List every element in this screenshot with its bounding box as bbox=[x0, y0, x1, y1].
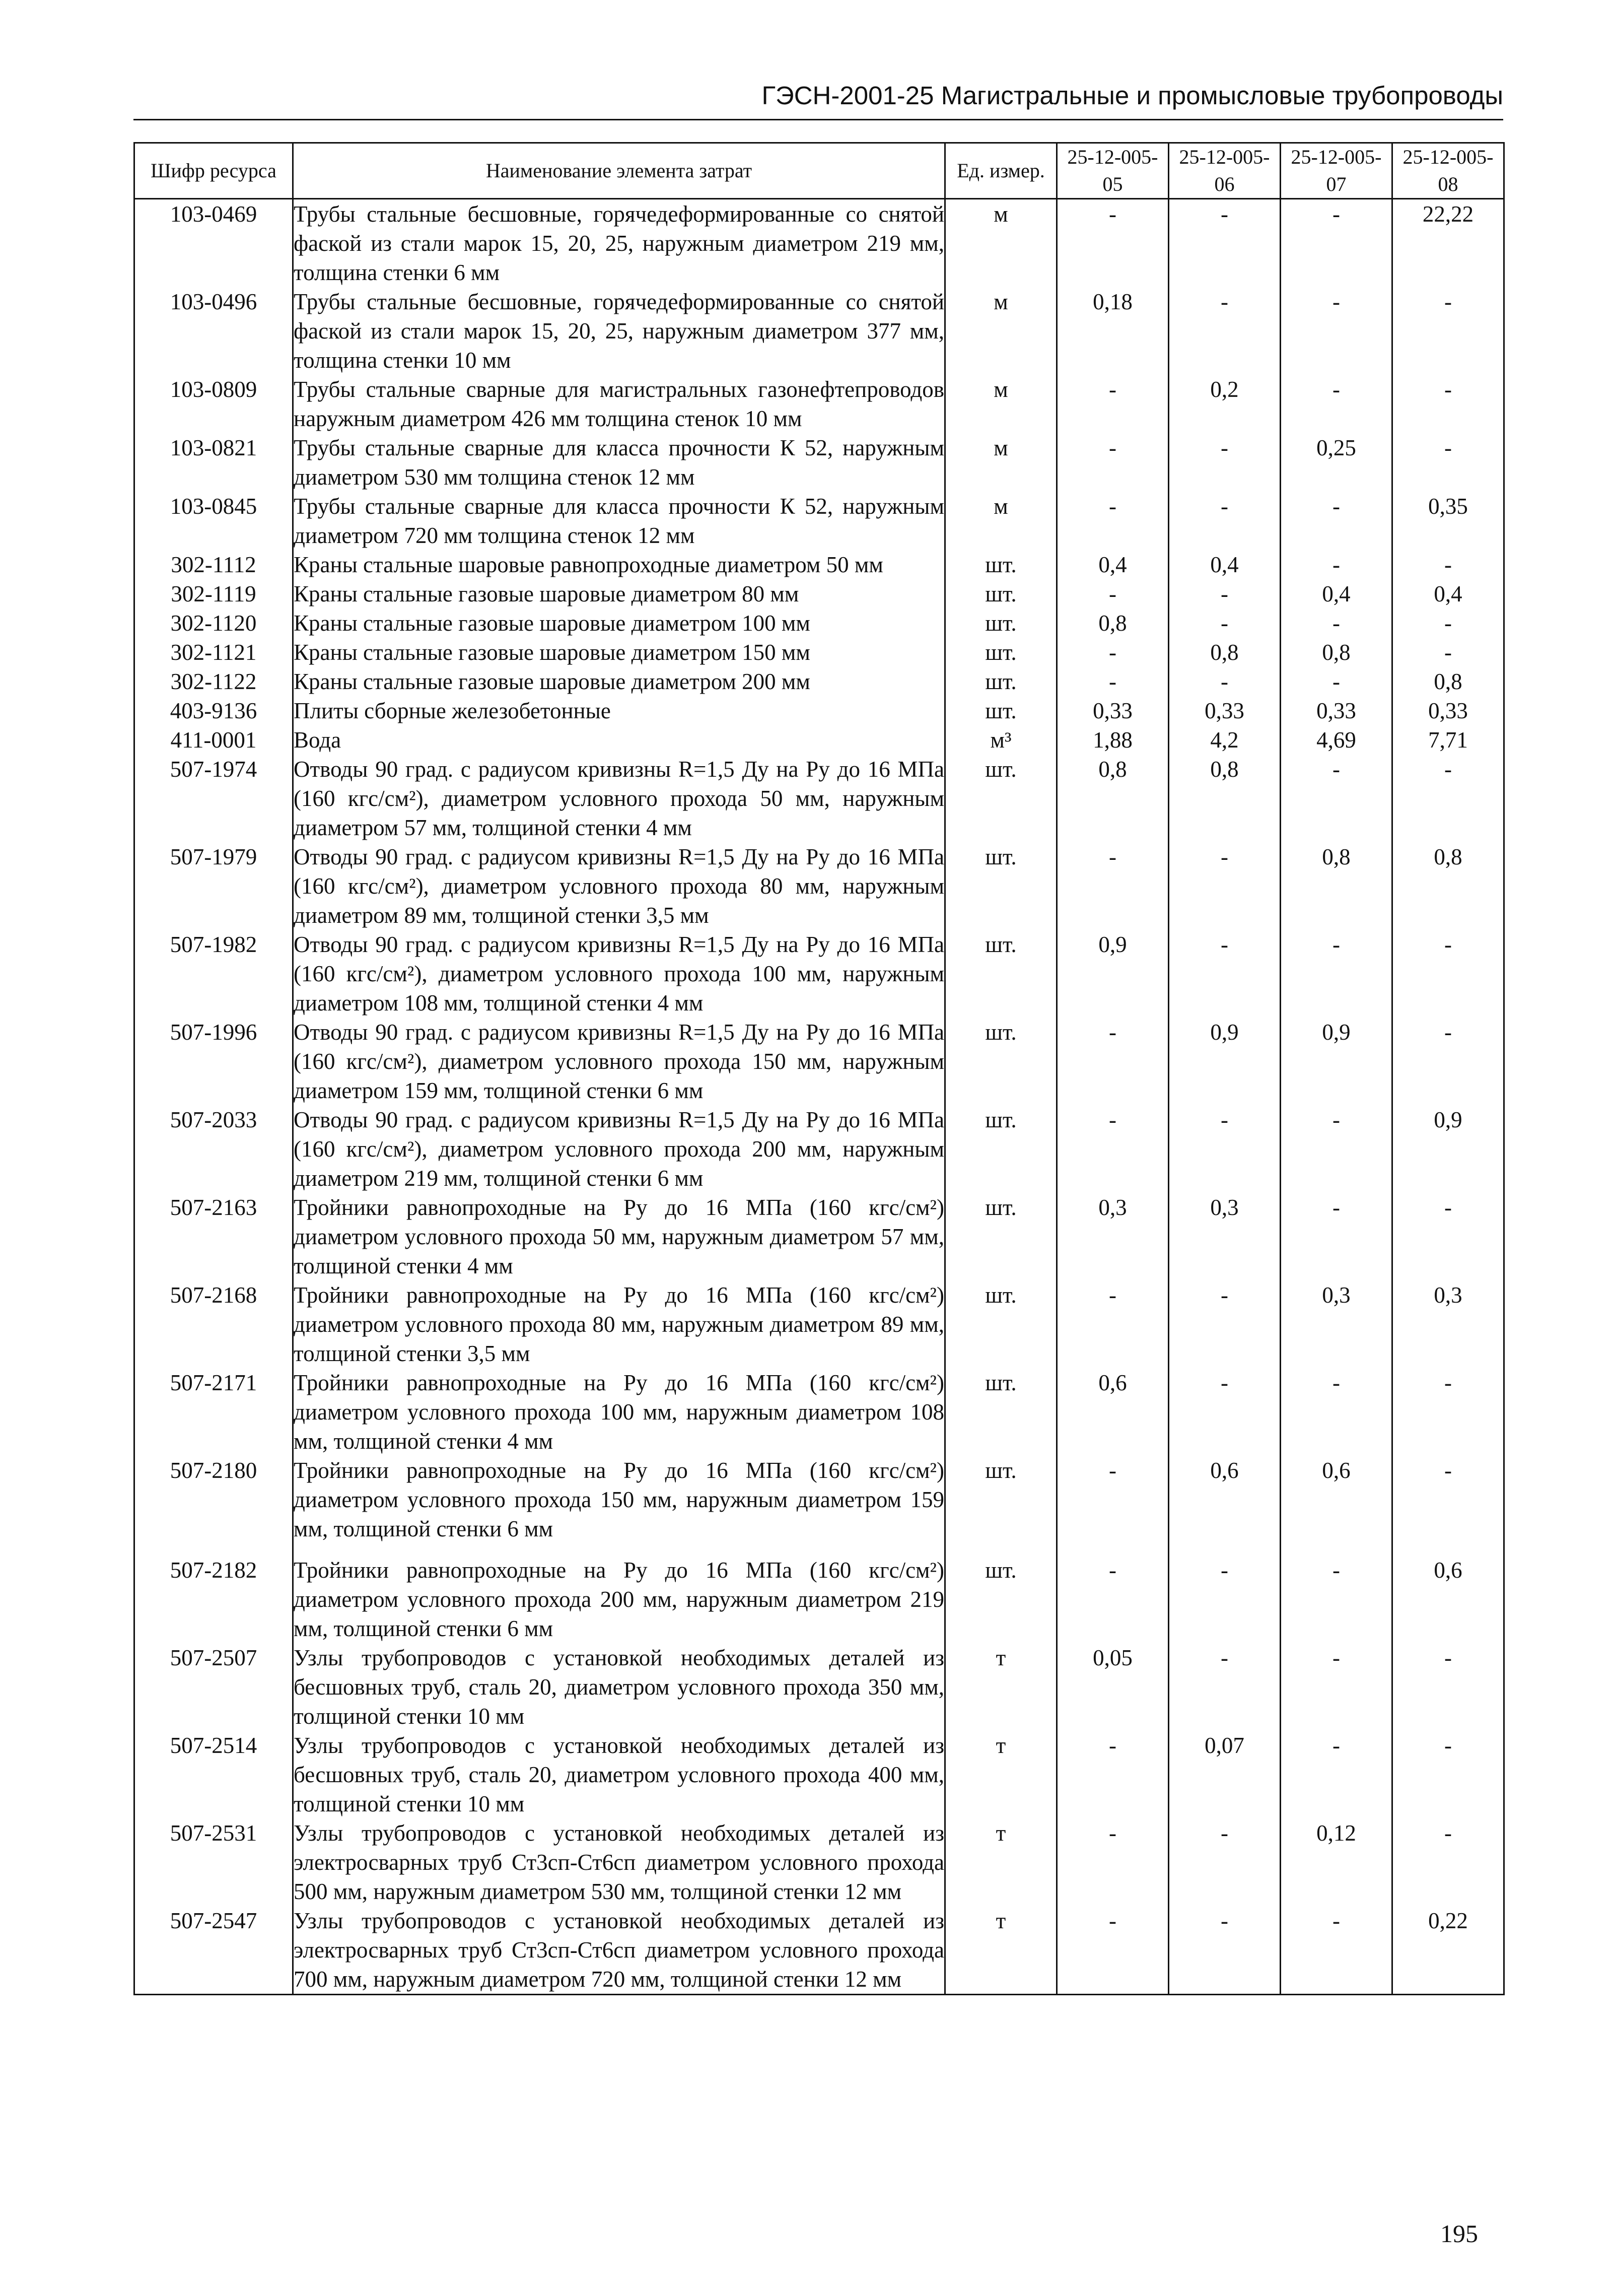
cell-v3: - bbox=[1281, 199, 1392, 288]
cell-v1: 0,6 bbox=[1057, 1368, 1169, 1456]
header-rule bbox=[133, 119, 1503, 120]
cell-name: Отводы 90 град. с радиусом кривизны R=1,5 Ду на Ру до 16 МПа (160 кгс/см²), диаметром условного прохода 50 мм, наружным диаметром 57 мм, толщиной стенки 4 мм bbox=[293, 755, 945, 842]
cell-name: Узлы трубопроводов с установкой необходимых деталей из электросварных труб Ст3сп-Ст6сп диаметром условного прохода 500 мм, наружным диаметром 530 мм, толщиной стенки 12 мм bbox=[293, 1818, 945, 1906]
cell-unit: шт. bbox=[945, 1280, 1057, 1368]
cell-unit: т bbox=[945, 1731, 1057, 1818]
table-header-row bbox=[134, 143, 1504, 199]
cell-v4: - bbox=[1392, 1818, 1504, 1906]
cell-v3: - bbox=[1281, 1193, 1392, 1280]
cell-name: Плиты сборные железобетонные bbox=[293, 696, 945, 725]
cell-unit: шт. bbox=[945, 1368, 1057, 1456]
cell-code: 507-2182 bbox=[134, 1543, 293, 1643]
cell-v3: - bbox=[1281, 550, 1392, 579]
table-row bbox=[134, 287, 1504, 375]
cell-v4: - bbox=[1392, 1456, 1504, 1543]
table-row bbox=[134, 1456, 1504, 1543]
cell-v1: - bbox=[1057, 1456, 1169, 1543]
cell-v1: - bbox=[1057, 1018, 1169, 1105]
cell-unit: м bbox=[945, 199, 1057, 288]
cell-v4: - bbox=[1392, 1368, 1504, 1456]
cell-v3: - bbox=[1281, 1643, 1392, 1731]
cell-code: 103-0845 bbox=[134, 492, 293, 550]
cell-unit: шт. bbox=[945, 1193, 1057, 1280]
cell-unit: шт. bbox=[945, 638, 1057, 667]
cell-v3: 0,12 bbox=[1281, 1818, 1392, 1906]
cell-v2: - bbox=[1169, 1543, 1281, 1643]
cell-unit: шт. bbox=[945, 667, 1057, 696]
cell-v1: 0,05 bbox=[1057, 1643, 1169, 1731]
cell-v1: - bbox=[1057, 638, 1169, 667]
cell-v2: 0,2 bbox=[1169, 375, 1281, 433]
cell-v1: - bbox=[1057, 1818, 1169, 1906]
cell-v2: 4,2 bbox=[1169, 725, 1281, 755]
cell-v4: - bbox=[1392, 1193, 1504, 1280]
cell-v1: - bbox=[1057, 1906, 1169, 1995]
cell-code: 507-1982 bbox=[134, 930, 293, 1018]
cell-v3: - bbox=[1281, 287, 1392, 375]
document-header: ГЭСН-2001-25 Магистральные и промысловые трубопроводы bbox=[761, 81, 1503, 110]
cell-v4: - bbox=[1392, 287, 1504, 375]
cell-unit: м bbox=[945, 433, 1057, 492]
cell-v1: - bbox=[1057, 579, 1169, 609]
cell-v2: 0,9 bbox=[1169, 1018, 1281, 1105]
cell-unit: м³ bbox=[945, 725, 1057, 755]
cell-v1: - bbox=[1057, 433, 1169, 492]
table-row bbox=[134, 755, 1504, 842]
cell-name: Тройники равнопроходные на Ру до 16 МПа (160 кгс/см²) диаметром условного прохода 50 мм, наружным диаметром 57 мм, толщиной стенки 4 мм bbox=[293, 1193, 945, 1280]
cell-v4: 0,22 bbox=[1392, 1906, 1504, 1995]
cell-unit: шт. bbox=[945, 842, 1057, 930]
cell-name: Краны стальные газовые шаровые диаметром 150 мм bbox=[293, 638, 945, 667]
cell-v2: - bbox=[1169, 492, 1281, 550]
cell-code: 507-2163 bbox=[134, 1193, 293, 1280]
table-row bbox=[134, 1193, 1504, 1280]
cell-v4: 0,8 bbox=[1392, 842, 1504, 930]
cell-v3: - bbox=[1281, 667, 1392, 696]
cell-unit: шт. bbox=[945, 1018, 1057, 1105]
cell-v4: 0,33 bbox=[1392, 696, 1504, 725]
cell-code: 507-2168 bbox=[134, 1280, 293, 1368]
table-row bbox=[134, 725, 1504, 755]
cell-v4: - bbox=[1392, 930, 1504, 1018]
cell-v3: 0,9 bbox=[1281, 1018, 1392, 1105]
table-row bbox=[134, 1818, 1504, 1906]
cell-v3: - bbox=[1281, 375, 1392, 433]
cell-code: 302-1122 bbox=[134, 667, 293, 696]
cell-code: 507-2531 bbox=[134, 1818, 293, 1906]
cell-v3: - bbox=[1281, 1368, 1392, 1456]
table-row bbox=[134, 492, 1504, 550]
table-body bbox=[134, 199, 1504, 1995]
cell-v2: 0,3 bbox=[1169, 1193, 1281, 1280]
cell-v1: - bbox=[1057, 842, 1169, 930]
col-header-c4: 25-12-005-08 bbox=[1392, 143, 1504, 199]
cell-v3: - bbox=[1281, 930, 1392, 1018]
cell-name: Краны стальные газовые шаровые диаметром 80 мм bbox=[293, 579, 945, 609]
cell-v2: - bbox=[1169, 1368, 1281, 1456]
cell-v1: 0,8 bbox=[1057, 609, 1169, 638]
cell-v3: 0,3 bbox=[1281, 1280, 1392, 1368]
cell-v2: 0,4 bbox=[1169, 550, 1281, 579]
cell-v4: - bbox=[1392, 609, 1504, 638]
cell-v2: - bbox=[1169, 930, 1281, 1018]
cell-v2: - bbox=[1169, 579, 1281, 609]
cell-v2: - bbox=[1169, 609, 1281, 638]
col-header-c2: 25-12-005-06 bbox=[1169, 143, 1281, 199]
cell-v4: - bbox=[1392, 375, 1504, 433]
cell-v1: - bbox=[1057, 1280, 1169, 1368]
table-row bbox=[134, 696, 1504, 725]
table-row bbox=[134, 842, 1504, 930]
cell-code: 103-0821 bbox=[134, 433, 293, 492]
cell-v3: 0,6 bbox=[1281, 1456, 1392, 1543]
cell-v3: - bbox=[1281, 1906, 1392, 1995]
cell-v3: 0,33 bbox=[1281, 696, 1392, 725]
cell-v2: 0,8 bbox=[1169, 755, 1281, 842]
col-header-c1: 25-12-005-05 bbox=[1057, 143, 1169, 199]
cell-v4: 0,6 bbox=[1392, 1543, 1504, 1643]
cell-name: Узлы трубопроводов с установкой необходимых деталей из бесшовных труб, сталь 20, диаметром условного прохода 400 мм, толщиной стенки 10 мм bbox=[293, 1731, 945, 1818]
cell-name: Тройники равнопроходные на Ру до 16 МПа (160 кгс/см²) диаметром условного прохода 100 мм, наружным диаметром 108 мм, толщиной стенки 4 мм bbox=[293, 1368, 945, 1456]
cell-unit: т bbox=[945, 1818, 1057, 1906]
cell-v2: - bbox=[1169, 667, 1281, 696]
cell-v2: - bbox=[1169, 1280, 1281, 1368]
cell-v4: 0,4 bbox=[1392, 579, 1504, 609]
cell-v2: 0,07 bbox=[1169, 1731, 1281, 1818]
cell-v1: 0,8 bbox=[1057, 755, 1169, 842]
cell-v4: 0,3 bbox=[1392, 1280, 1504, 1368]
cell-v2: - bbox=[1169, 842, 1281, 930]
table-row bbox=[134, 1643, 1504, 1731]
cell-unit: шт. bbox=[945, 696, 1057, 725]
cell-v3: - bbox=[1281, 609, 1392, 638]
cell-code: 103-0496 bbox=[134, 287, 293, 375]
cell-unit: м bbox=[945, 287, 1057, 375]
cell-v2: 0,6 bbox=[1169, 1456, 1281, 1543]
cell-v3: - bbox=[1281, 492, 1392, 550]
cell-name: Отводы 90 град. с радиусом кривизны R=1,5 Ду на Ру до 16 МПа (160 кгс/см²), диаметром условного прохода 80 мм, наружным диаметром 89 мм, толщиной стенки 3,5 мм bbox=[293, 842, 945, 930]
cell-code: 507-1974 bbox=[134, 755, 293, 842]
cell-v1: 1,88 bbox=[1057, 725, 1169, 755]
col-header-name: Наименование элемента затрат bbox=[293, 143, 945, 199]
cell-code: 507-2180 bbox=[134, 1456, 293, 1543]
cell-code: 302-1112 bbox=[134, 550, 293, 579]
cell-v3: - bbox=[1281, 755, 1392, 842]
cell-v4: 0,35 bbox=[1392, 492, 1504, 550]
cell-unit: шт. bbox=[945, 1456, 1057, 1543]
cell-name: Трубы стальные сварные для класса прочности К 52, наружным диаметром 530 мм толщина стенок 12 мм bbox=[293, 433, 945, 492]
cell-unit: шт. bbox=[945, 579, 1057, 609]
table-row bbox=[134, 1543, 1504, 1643]
cell-name: Трубы стальные бесшовные, горячедеформированные со снятой фаской из стали марок 15, 20, 25, наружным диаметром 219 мм, толщина стенки 6 мм bbox=[293, 199, 945, 288]
cell-v1: - bbox=[1057, 375, 1169, 433]
cell-name: Трубы стальные сварные для класса прочности К 52, наружным диаметром 720 мм толщина стенок 12 мм bbox=[293, 492, 945, 550]
cell-code: 507-1979 bbox=[134, 842, 293, 930]
cell-unit: м bbox=[945, 492, 1057, 550]
cell-code: 302-1120 bbox=[134, 609, 293, 638]
cell-v3: - bbox=[1281, 1543, 1392, 1643]
cell-v3: 0,8 bbox=[1281, 842, 1392, 930]
table-row bbox=[134, 433, 1504, 492]
table-row bbox=[134, 1105, 1504, 1193]
cell-unit: шт. bbox=[945, 755, 1057, 842]
table-row bbox=[134, 579, 1504, 609]
cell-v4: - bbox=[1392, 1731, 1504, 1818]
cell-v1: 0,4 bbox=[1057, 550, 1169, 579]
table-row bbox=[134, 1368, 1504, 1456]
cell-v3: - bbox=[1281, 1731, 1392, 1818]
cell-v3: 0,25 bbox=[1281, 433, 1392, 492]
cell-code: 403-9136 bbox=[134, 696, 293, 725]
cell-v1: 0,9 bbox=[1057, 930, 1169, 1018]
cell-v1: - bbox=[1057, 492, 1169, 550]
cell-v3: 0,8 bbox=[1281, 638, 1392, 667]
cell-name: Тройники равнопроходные на Ру до 16 МПа (160 кгс/см²) диаметром условного прохода 80 мм, наружным диаметром 89 мм, толщиной стенки 3,5 мм bbox=[293, 1280, 945, 1368]
cell-name: Узлы трубопроводов с установкой необходимых деталей из бесшовных труб, сталь 20, диаметром условного прохода 350 мм, толщиной стенки 10 мм bbox=[293, 1643, 945, 1731]
cell-v2: - bbox=[1169, 1818, 1281, 1906]
cell-v1: - bbox=[1057, 199, 1169, 288]
cell-code: 302-1119 bbox=[134, 579, 293, 609]
cell-code: 507-2171 bbox=[134, 1368, 293, 1456]
cell-unit: шт. bbox=[945, 930, 1057, 1018]
cell-v1: - bbox=[1057, 1543, 1169, 1643]
cell-v4: 0,8 bbox=[1392, 667, 1504, 696]
cell-v3: 0,4 bbox=[1281, 579, 1392, 609]
cell-name: Отводы 90 град. с радиусом кривизны R=1,5 Ду на Ру до 16 МПа (160 кгс/см²), диаметром условного прохода 100 мм, наружным диаметром 108 мм, толщиной стенки 4 мм bbox=[293, 930, 945, 1018]
cell-code: 507-1996 bbox=[134, 1018, 293, 1105]
table-row bbox=[134, 1018, 1504, 1105]
cell-unit: т bbox=[945, 1643, 1057, 1731]
cell-unit: шт. bbox=[945, 550, 1057, 579]
col-header-c3: 25-12-005-07 bbox=[1281, 143, 1392, 199]
cell-name: Вода bbox=[293, 725, 945, 755]
resource-table bbox=[133, 142, 1505, 1995]
cell-v1: 0,18 bbox=[1057, 287, 1169, 375]
cell-name: Тройники равнопроходные на Ру до 16 МПа (160 кгс/см²) диаметром условного прохода 150 мм, наружным диаметром 159 мм, толщиной стенки 6 мм bbox=[293, 1456, 945, 1543]
cell-v2: - bbox=[1169, 199, 1281, 288]
cell-v2: - bbox=[1169, 1643, 1281, 1731]
cell-name: Трубы стальные сварные для магистральных газонефтепроводов наружным диаметром 426 мм толщина стенок 10 мм bbox=[293, 375, 945, 433]
cell-v2: 0,8 bbox=[1169, 638, 1281, 667]
col-header-code: Шифр ресурса bbox=[134, 143, 293, 199]
cell-v4: - bbox=[1392, 550, 1504, 579]
cell-code: 507-2547 bbox=[134, 1906, 293, 1995]
cell-v1: - bbox=[1057, 667, 1169, 696]
cell-code: 411-0001 bbox=[134, 725, 293, 755]
cell-name: Тройники равнопроходные на Ру до 16 МПа (160 кгс/см²) диаметром условного прохода 200 мм, наружным диаметром 219 мм, толщиной стенки 6 мм bbox=[293, 1543, 945, 1643]
cell-v4: - bbox=[1392, 1643, 1504, 1731]
cell-v1: 0,33 bbox=[1057, 696, 1169, 725]
cell-v4: - bbox=[1392, 433, 1504, 492]
cell-v4: 22,22 bbox=[1392, 199, 1504, 288]
page-number: 195 bbox=[1440, 2219, 1478, 2248]
cell-v3: - bbox=[1281, 1105, 1392, 1193]
cell-code: 507-2514 bbox=[134, 1731, 293, 1818]
cell-v2: 0,33 bbox=[1169, 696, 1281, 725]
cell-name: Краны стальные шаровые равнопроходные диаметром 50 мм bbox=[293, 550, 945, 579]
cell-v3: 4,69 bbox=[1281, 725, 1392, 755]
cell-v4: - bbox=[1392, 1018, 1504, 1105]
cell-v2: - bbox=[1169, 287, 1281, 375]
col-header-unit: Ед. измер. bbox=[945, 143, 1057, 199]
cell-v4: - bbox=[1392, 755, 1504, 842]
cell-name: Краны стальные газовые шаровые диаметром 200 мм bbox=[293, 667, 945, 696]
table-row bbox=[134, 199, 1504, 288]
cell-v1: - bbox=[1057, 1105, 1169, 1193]
cell-unit: м bbox=[945, 375, 1057, 433]
table-row bbox=[134, 638, 1504, 667]
table-row bbox=[134, 375, 1504, 433]
table-row bbox=[134, 1731, 1504, 1818]
cell-v2: - bbox=[1169, 1906, 1281, 1995]
cell-name: Отводы 90 град. с радиусом кривизны R=1,5 Ду на Ру до 16 МПа (160 кгс/см²), диаметром условного прохода 150 мм, наружным диаметром 159 мм, толщиной стенки 6 мм bbox=[293, 1018, 945, 1105]
cell-unit: шт. bbox=[945, 609, 1057, 638]
table-row bbox=[134, 609, 1504, 638]
cell-v2: - bbox=[1169, 1105, 1281, 1193]
cell-v2: - bbox=[1169, 433, 1281, 492]
cell-name: Отводы 90 град. с радиусом кривизны R=1,5 Ду на Ру до 16 МПа (160 кгс/см²), диаметром условного прохода 200 мм, наружным диаметром 219 мм, толщиной стенки 6 мм bbox=[293, 1105, 945, 1193]
cell-name: Трубы стальные бесшовные, горячедеформированные со снятой фаской из стали марок 15, 20, 25, наружным диаметром 377 мм, толщина стенки 10 мм bbox=[293, 287, 945, 375]
cell-code: 302-1121 bbox=[134, 638, 293, 667]
cell-code: 507-2033 bbox=[134, 1105, 293, 1193]
cell-name: Краны стальные газовые шаровые диаметром 100 мм bbox=[293, 609, 945, 638]
cell-v4: 0,9 bbox=[1392, 1105, 1504, 1193]
cell-code: 103-0809 bbox=[134, 375, 293, 433]
table-row bbox=[134, 1280, 1504, 1368]
cell-v4: - bbox=[1392, 638, 1504, 667]
table-row bbox=[134, 930, 1504, 1018]
cell-name: Узлы трубопроводов с установкой необходимых деталей из электросварных труб Ст3сп-Ст6сп диаметром условного прохода 700 мм, наружным диаметром 720 мм, толщиной стенки 12 мм bbox=[293, 1906, 945, 1995]
cell-unit: шт. bbox=[945, 1543, 1057, 1643]
cell-v4: 7,71 bbox=[1392, 725, 1504, 755]
cell-code: 103-0469 bbox=[134, 199, 293, 288]
table-row bbox=[134, 550, 1504, 579]
table-row bbox=[134, 667, 1504, 696]
cell-unit: шт. bbox=[945, 1105, 1057, 1193]
cell-unit: т bbox=[945, 1906, 1057, 1995]
cell-code: 507-2507 bbox=[134, 1643, 293, 1731]
cell-v1: - bbox=[1057, 1731, 1169, 1818]
table-row bbox=[134, 1906, 1504, 1995]
cell-v1: 0,3 bbox=[1057, 1193, 1169, 1280]
